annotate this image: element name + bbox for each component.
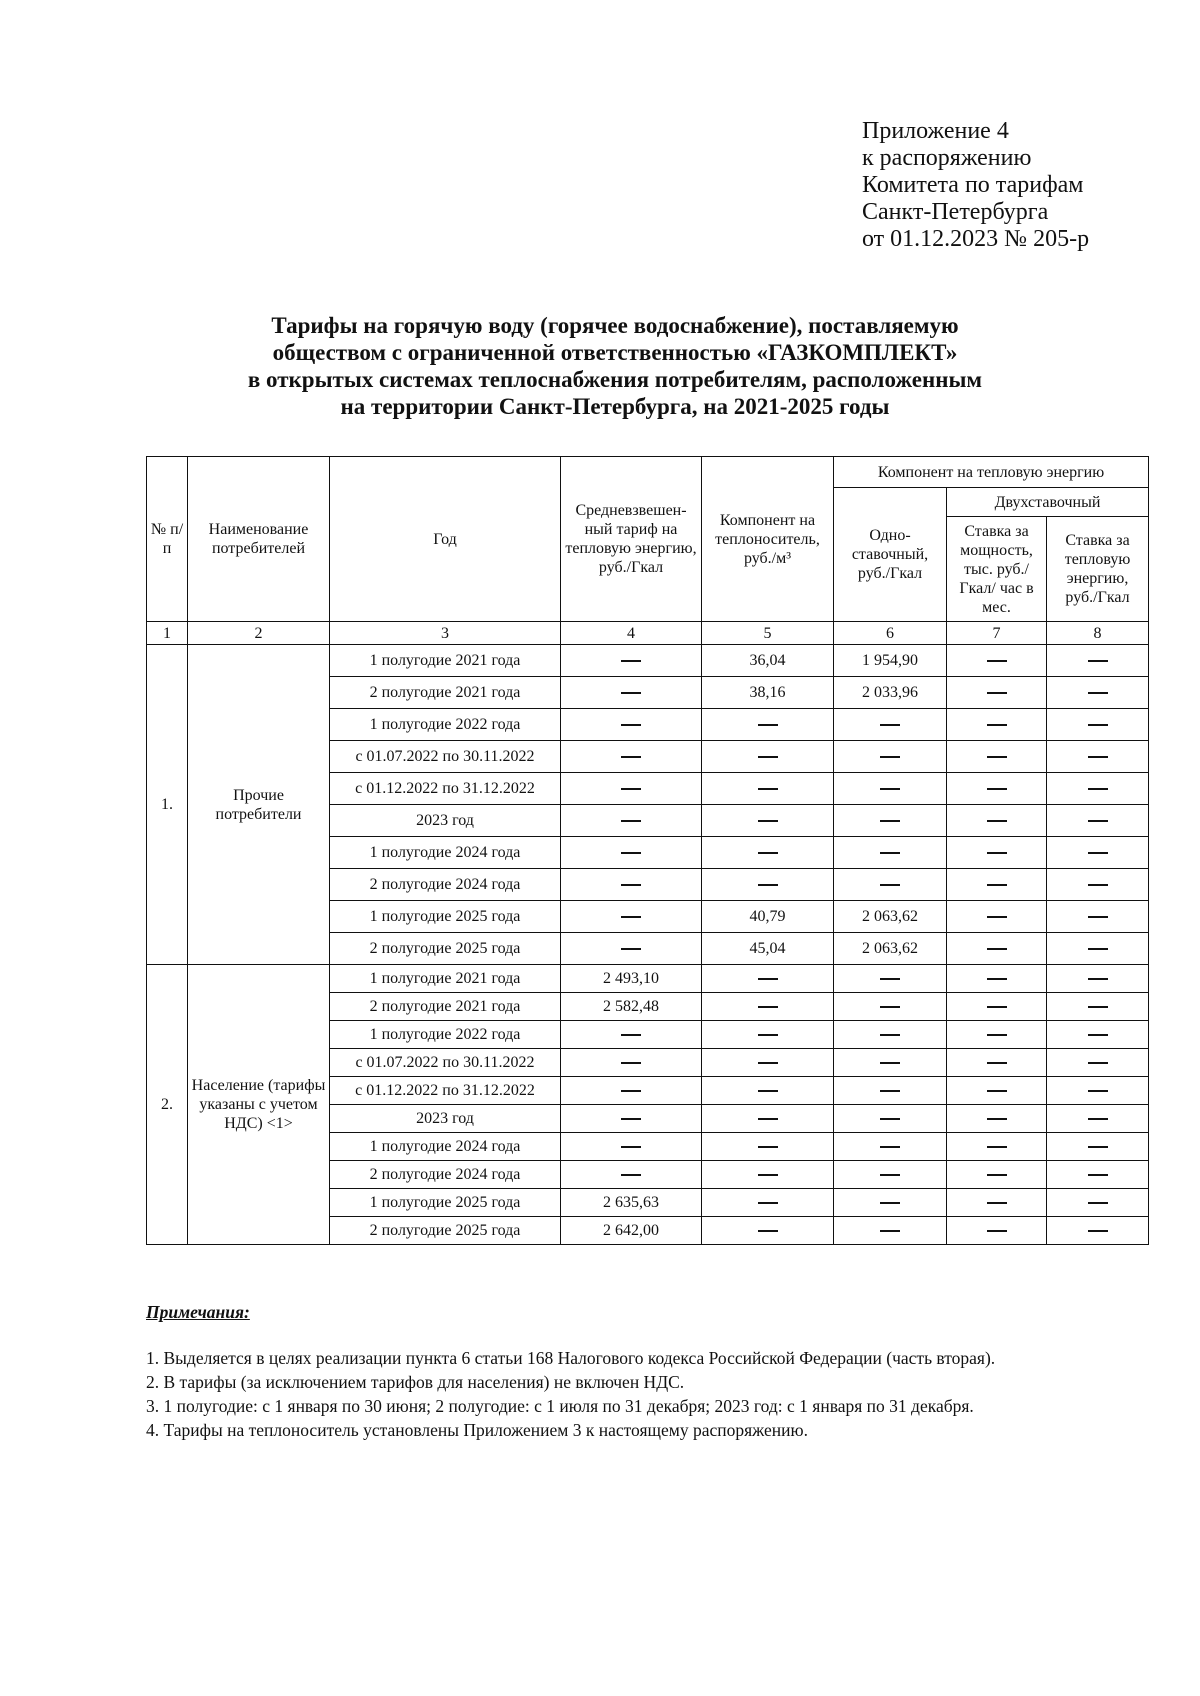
cell-weighted: 2 635,63 — [561, 1189, 702, 1217]
column-number: 8 — [1047, 622, 1149, 645]
dash-mark — [758, 978, 778, 980]
cell-weighted — [561, 741, 702, 773]
cell-single — [834, 993, 947, 1021]
column-number: 7 — [947, 622, 1047, 645]
cell-energy — [1047, 773, 1149, 805]
dash-mark — [758, 1230, 778, 1232]
cell-energy — [1047, 993, 1149, 1021]
cell-energy — [1047, 933, 1149, 965]
header-carrier-component: Компонент на теплоноситель, руб./м³ — [702, 457, 834, 622]
cell-single — [834, 1021, 947, 1049]
cell-carrier — [702, 773, 834, 805]
cell-single — [834, 869, 947, 901]
cell-weighted — [561, 1133, 702, 1161]
dash-mark — [987, 1174, 1007, 1176]
dash-mark — [880, 1174, 900, 1176]
cell-single — [834, 1049, 947, 1077]
dash-mark — [987, 1034, 1007, 1036]
cell-single — [834, 1133, 947, 1161]
cell-weighted — [561, 837, 702, 869]
cell-weighted — [561, 773, 702, 805]
cell-period: 1 полугодие 2025 года — [330, 901, 561, 933]
cell-capacity — [947, 965, 1047, 993]
dash-mark — [758, 1202, 778, 1204]
dash-mark — [880, 1230, 900, 1232]
dash-mark — [987, 1006, 1007, 1008]
cell-carrier — [702, 1161, 834, 1189]
dash-mark — [987, 756, 1007, 758]
cell-period: 2 полугодие 2021 года — [330, 677, 561, 709]
dash-mark — [621, 692, 641, 694]
cell-capacity — [947, 805, 1047, 837]
cell-capacity — [947, 645, 1047, 677]
dash-mark — [621, 820, 641, 822]
cell-single: 2 033,96 — [834, 677, 947, 709]
cell-carrier — [702, 869, 834, 901]
dash-mark — [1088, 724, 1108, 726]
header-two-rate: Двухставочный — [947, 488, 1149, 517]
dash-mark — [758, 1146, 778, 1148]
cell-energy — [1047, 1049, 1149, 1077]
consumer-name: Прочие потребители — [188, 645, 330, 965]
dash-mark — [758, 852, 778, 854]
note-item: 1. Выделяется в целях реализации пункта 6 статьи 168 Налогового кодекса Российской Федерации (часть вторая). — [146, 1348, 996, 1368]
cell-single — [834, 741, 947, 773]
dash-mark — [880, 756, 900, 758]
cell-carrier — [702, 1021, 834, 1049]
dash-mark — [621, 852, 641, 854]
dash-mark — [1088, 692, 1108, 694]
notes-heading: Примечания: — [146, 1302, 250, 1322]
dash-mark — [1088, 948, 1108, 950]
dash-mark — [880, 1034, 900, 1036]
cell-period: 2 полугодие 2025 года — [330, 933, 561, 965]
header-consumer: Наименование потребителей — [188, 457, 330, 622]
cell-weighted — [561, 1105, 702, 1133]
cell-energy — [1047, 1161, 1149, 1189]
cell-energy — [1047, 901, 1149, 933]
header-weighted-tariff: Средневзвешен-ный тариф на тепловую энергию, руб./Гкал — [561, 457, 702, 622]
cell-capacity — [947, 1217, 1047, 1245]
note-item: 3. 1 полугодие: с 1 января по 30 июня; 2 полугодие: с 1 июля по 31 декабря; 2023 год: с 1 января по 31 декабря. — [146, 1396, 974, 1416]
dash-mark — [1088, 1146, 1108, 1148]
dash-mark — [758, 1062, 778, 1064]
header-energy-rate: Ставка за тепловую энергию, руб./Гкал — [1047, 517, 1149, 622]
dash-mark — [1088, 978, 1108, 980]
dash-mark — [1088, 1090, 1108, 1092]
cell-capacity — [947, 1161, 1047, 1189]
dash-mark — [987, 948, 1007, 950]
cell-period: с 01.12.2022 по 31.12.2022 — [330, 773, 561, 805]
cell-weighted — [561, 933, 702, 965]
dash-mark — [987, 692, 1007, 694]
cell-carrier — [702, 1217, 834, 1245]
dash-mark — [880, 1146, 900, 1148]
title-line: Тарифы на горячую воду (горячее водоснабжение), поставляемую — [271, 313, 959, 338]
cell-weighted — [561, 869, 702, 901]
dash-mark — [1088, 1174, 1108, 1176]
cell-period: 2 полугодие 2024 года — [330, 869, 561, 901]
cell-carrier — [702, 1077, 834, 1105]
cell-single — [834, 1105, 947, 1133]
dash-mark — [987, 660, 1007, 662]
dash-mark — [1088, 1034, 1108, 1036]
cell-capacity — [947, 869, 1047, 901]
header-single-rate: Одно-ставочный, руб./Гкал — [834, 488, 947, 622]
cell-weighted: 2 642,00 — [561, 1217, 702, 1245]
cell-weighted — [561, 709, 702, 741]
dash-mark — [1088, 884, 1108, 886]
cell-energy — [1047, 709, 1149, 741]
cell-weighted: 2 493,10 — [561, 965, 702, 993]
dash-mark — [758, 1174, 778, 1176]
tariff-table — [146, 456, 1149, 1245]
cell-single: 2 063,62 — [834, 933, 947, 965]
dash-mark — [758, 788, 778, 790]
dash-mark — [880, 1090, 900, 1092]
appendix-block — [862, 118, 1089, 253]
cell-period: 1 полугодие 2021 года — [330, 645, 561, 677]
cell-period: 1 полугодие 2025 года — [330, 1189, 561, 1217]
dash-mark — [621, 724, 641, 726]
cell-energy — [1047, 1077, 1149, 1105]
cell-carrier: 38,16 — [702, 677, 834, 709]
dash-mark — [880, 820, 900, 822]
cell-capacity — [947, 773, 1047, 805]
cell-period: 2023 год — [330, 805, 561, 837]
column-number: 5 — [702, 622, 834, 645]
note-item: 4. Тарифы на теплоноситель установлены Приложением 3 к настоящему распоряжению. — [146, 1420, 808, 1440]
cell-weighted — [561, 1049, 702, 1077]
cell-capacity — [947, 837, 1047, 869]
dash-mark — [987, 724, 1007, 726]
cell-capacity — [947, 1021, 1047, 1049]
column-number: 6 — [834, 622, 947, 645]
appendix-line: от 01.12.2023 № 205-р — [862, 226, 1090, 252]
dash-mark — [987, 1062, 1007, 1064]
dash-mark — [880, 1006, 900, 1008]
dash-mark — [758, 820, 778, 822]
document-title — [200, 312, 1030, 420]
dash-mark — [758, 756, 778, 758]
cell-energy — [1047, 869, 1149, 901]
row-number: 1. — [147, 645, 188, 965]
row-number: 2. — [147, 965, 188, 1245]
dash-mark — [621, 1090, 641, 1092]
table-row — [147, 645, 1149, 677]
dash-mark — [758, 1118, 778, 1120]
dash-mark — [621, 916, 641, 918]
cell-capacity — [947, 993, 1047, 1021]
dash-mark — [758, 1034, 778, 1036]
cell-weighted — [561, 1161, 702, 1189]
cell-capacity — [947, 1105, 1047, 1133]
dash-mark — [758, 1090, 778, 1092]
dash-mark — [987, 1118, 1007, 1120]
dash-mark — [758, 884, 778, 886]
cell-energy — [1047, 1133, 1149, 1161]
dash-mark — [1088, 756, 1108, 758]
dash-mark — [1088, 1202, 1108, 1204]
cell-carrier — [702, 805, 834, 837]
cell-carrier — [702, 837, 834, 869]
cell-energy — [1047, 1105, 1149, 1133]
dash-mark — [621, 1118, 641, 1120]
header-num: № п/п — [147, 457, 188, 622]
cell-energy — [1047, 1217, 1149, 1245]
cell-period: 1 полугодие 2022 года — [330, 709, 561, 741]
notes-block — [146, 1300, 995, 1442]
cell-period: 2 полугодие 2024 года — [330, 1161, 561, 1189]
cell-energy — [1047, 805, 1149, 837]
column-number-row — [147, 622, 1149, 645]
cell-weighted — [561, 805, 702, 837]
cell-single — [834, 965, 947, 993]
dash-mark — [987, 1090, 1007, 1092]
cell-capacity — [947, 901, 1047, 933]
note-item: 2. В тарифы (за исключением тарифов для населения) не включен НДС. — [146, 1372, 685, 1392]
cell-weighted — [561, 1021, 702, 1049]
cell-period: 1 полугодие 2024 года — [330, 837, 561, 869]
dash-mark — [880, 978, 900, 980]
cell-weighted — [561, 645, 702, 677]
title-line: в открытых системах теплоснабжения потребителям, расположенным — [247, 367, 983, 392]
column-number: 1 — [147, 622, 188, 645]
cell-energy — [1047, 677, 1149, 709]
dash-mark — [758, 724, 778, 726]
cell-capacity — [947, 1133, 1047, 1161]
dash-mark — [880, 884, 900, 886]
cell-capacity — [947, 1049, 1047, 1077]
cell-period: 1 полугодие 2022 года — [330, 1021, 561, 1049]
header-energy-component: Компонент на тепловую энергию — [834, 457, 1149, 488]
cell-single: 2 063,62 — [834, 901, 947, 933]
title-line: обществом с ограниченной ответственностью «ГАЗКОМПЛЕКТ» — [272, 340, 958, 365]
dash-mark — [1088, 916, 1108, 918]
cell-single: 1 954,90 — [834, 645, 947, 677]
cell-weighted — [561, 901, 702, 933]
cell-capacity — [947, 1077, 1047, 1105]
appendix-line: Приложение 4 — [862, 118, 1009, 144]
column-number: 3 — [330, 622, 561, 645]
dash-mark — [987, 916, 1007, 918]
dash-mark — [880, 1202, 900, 1204]
cell-period: с 01.07.2022 по 30.11.2022 — [330, 1049, 561, 1077]
cell-energy — [1047, 645, 1149, 677]
cell-carrier: 36,04 — [702, 645, 834, 677]
cell-energy — [1047, 1189, 1149, 1217]
dash-mark — [1088, 852, 1108, 854]
appendix-line: Комитета по тарифам — [862, 172, 1084, 198]
cell-single — [834, 805, 947, 837]
dash-mark — [621, 1174, 641, 1176]
cell-carrier — [702, 1049, 834, 1077]
cell-period: 2023 год — [330, 1105, 561, 1133]
cell-period: 2 полугодие 2021 года — [330, 993, 561, 1021]
dash-mark — [880, 788, 900, 790]
dash-mark — [1088, 788, 1108, 790]
cell-weighted — [561, 677, 702, 709]
dash-mark — [621, 1034, 641, 1036]
dash-mark — [758, 1006, 778, 1008]
dash-mark — [987, 1202, 1007, 1204]
header-capacity-rate: Ставка за мощность, тыс. руб./Гкал/ час в мес. — [947, 517, 1047, 622]
cell-period: с 01.12.2022 по 31.12.2022 — [330, 1077, 561, 1105]
dash-mark — [987, 978, 1007, 980]
dash-mark — [987, 820, 1007, 822]
dash-mark — [621, 660, 641, 662]
cell-period: 1 полугодие 2021 года — [330, 965, 561, 993]
cell-carrier: 40,79 — [702, 901, 834, 933]
cell-capacity — [947, 677, 1047, 709]
cell-single — [834, 1189, 947, 1217]
dash-mark — [1088, 1006, 1108, 1008]
column-number: 4 — [561, 622, 702, 645]
dash-mark — [987, 852, 1007, 854]
dash-mark — [1088, 1062, 1108, 1064]
cell-carrier: 45,04 — [702, 933, 834, 965]
cell-capacity — [947, 1189, 1047, 1217]
cell-single — [834, 1217, 947, 1245]
cell-carrier — [702, 1105, 834, 1133]
dash-mark — [987, 884, 1007, 886]
cell-single — [834, 773, 947, 805]
title-line: на территории Санкт-Петербурга, на 2021-2025 годы — [340, 394, 890, 419]
dash-mark — [987, 788, 1007, 790]
dash-mark — [621, 884, 641, 886]
dash-mark — [621, 1062, 641, 1064]
cell-period: 2 полугодие 2025 года — [330, 1217, 561, 1245]
cell-capacity — [947, 709, 1047, 741]
dash-mark — [1088, 1118, 1108, 1120]
cell-carrier — [702, 1133, 834, 1161]
dash-mark — [621, 756, 641, 758]
cell-energy — [1047, 965, 1149, 993]
dash-mark — [880, 1118, 900, 1120]
dash-mark — [880, 724, 900, 726]
cell-carrier — [702, 965, 834, 993]
dash-mark — [880, 852, 900, 854]
dash-mark — [1088, 820, 1108, 822]
cell-energy — [1047, 741, 1149, 773]
appendix-line: к распоряжению — [862, 145, 1032, 171]
cell-capacity — [947, 933, 1047, 965]
cell-single — [834, 1077, 947, 1105]
cell-period: с 01.07.2022 по 30.11.2022 — [330, 741, 561, 773]
consumer-name: Население (тарифы указаны с учетом НДС) <1> — [188, 965, 330, 1245]
cell-energy — [1047, 1021, 1149, 1049]
cell-single — [834, 1161, 947, 1189]
cell-single — [834, 837, 947, 869]
cell-carrier — [702, 1189, 834, 1217]
appendix-line: Санкт-Петербурга — [862, 199, 1049, 225]
cell-capacity — [947, 741, 1047, 773]
dash-mark — [987, 1146, 1007, 1148]
cell-carrier — [702, 709, 834, 741]
header-year: Год — [330, 457, 561, 622]
cell-single — [834, 709, 947, 741]
table-row — [147, 965, 1149, 993]
cell-carrier — [702, 741, 834, 773]
column-number: 2 — [188, 622, 330, 645]
dash-mark — [880, 1062, 900, 1064]
dash-mark — [987, 1230, 1007, 1232]
cell-weighted: 2 582,48 — [561, 993, 702, 1021]
cell-period: 1 полугодие 2024 года — [330, 1133, 561, 1161]
cell-weighted — [561, 1077, 702, 1105]
dash-mark — [621, 1146, 641, 1148]
cell-energy — [1047, 837, 1149, 869]
dash-mark — [621, 788, 641, 790]
dash-mark — [1088, 1230, 1108, 1232]
dash-mark — [621, 948, 641, 950]
cell-carrier — [702, 993, 834, 1021]
dash-mark — [1088, 660, 1108, 662]
